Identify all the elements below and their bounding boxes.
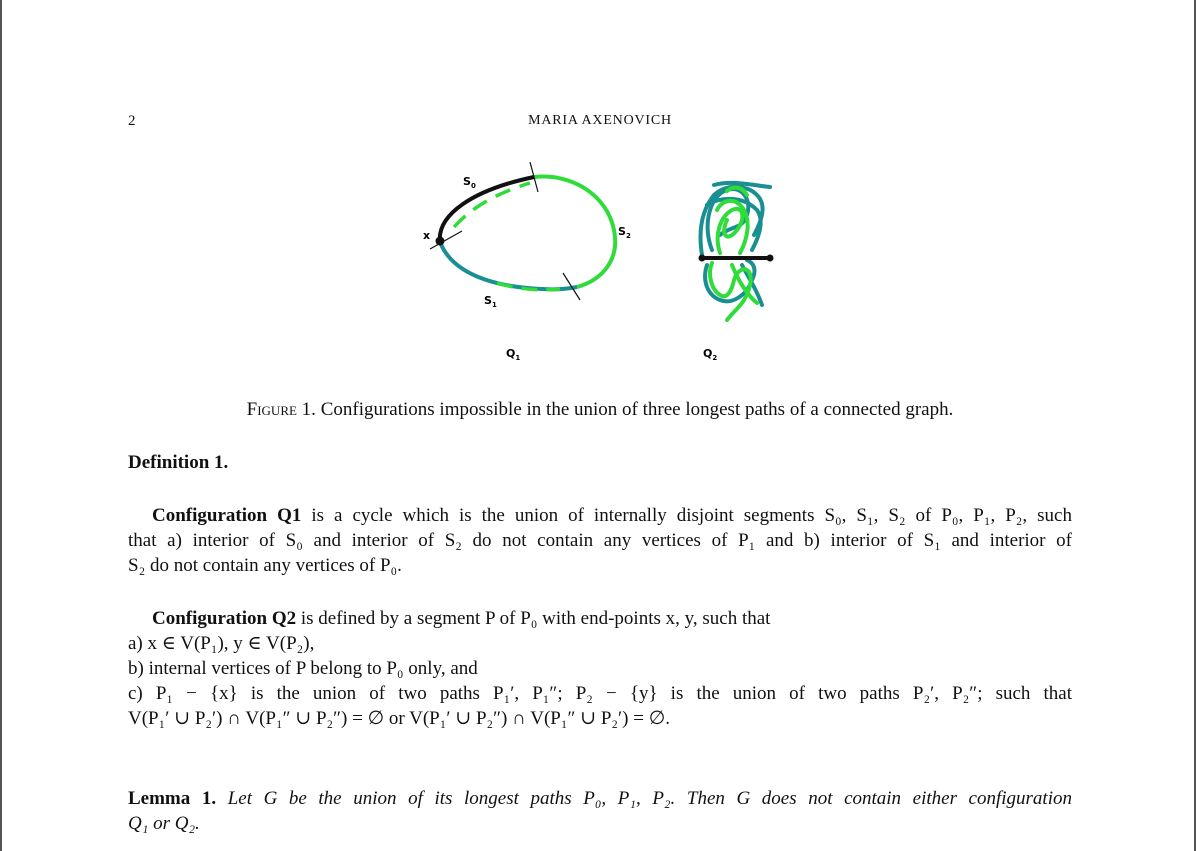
caption-text: Configurations impossible in the union of three longest paths of a connected graph. (320, 399, 954, 420)
definition-title: Definition 1. (128, 452, 229, 473)
q1-line-1: Configuration Q1 is a cycle which is the union of internally disjoint segments S₀, S₁, S₂ of P₀, P₁, P₂, such (152, 505, 1072, 526)
page-number: 2 (128, 113, 136, 129)
label-x: x (423, 229, 431, 242)
lemma-paragraph (128, 786, 1072, 836)
caption-label: Figure 1. (246, 399, 316, 420)
scribble-green-bottom (710, 263, 757, 320)
label-s0: $S_0$ (463, 175, 476, 190)
config-q1-paragraph (128, 503, 1072, 578)
running-head: MARIA AXENOVICH (528, 113, 672, 128)
q2-line-5: V(P₁′ ∪ P₂′) ∩ V(P₁″ ∪ P₂″) = ∅ or V(P₁′ ∪ P₂″) ∩ V(P₁″ ∪ P₂′) = ∅. (128, 708, 671, 729)
figure-1-diagram (402, 155, 822, 370)
vertex-right (767, 255, 774, 262)
lemma-line-1: Lemma 1. Let G be the union of its longest paths P₀, P₁, P₂. Then G does not contain either configuration (128, 788, 1072, 809)
q1-line-2: that a) interior of S₀ and interior of S₂ do not contain any vertices of P₁ and b) interior of S₁ and interior of (128, 530, 1072, 551)
q2-line-4: c) P₁ − {x} is the union of two paths P₁′, P₁″; P₂ − {y} is the union of two paths P₂′, P₂″; such that (128, 683, 1072, 704)
label-s1: $S_1$ (484, 294, 497, 309)
q1-configuration (423, 162, 631, 362)
figure-caption (2, 399, 1196, 421)
label-q2: $Q_2$ (703, 347, 718, 362)
vertex-left (699, 255, 706, 262)
q2-configuration (699, 183, 774, 362)
scribble-teal-top (701, 183, 771, 255)
q2-line-2: a) x ∈ V(P₁), y ∈ V(P₂), (128, 633, 315, 654)
segment-s2-green (534, 177, 615, 287)
vertex-x (436, 237, 445, 246)
label-s2: $S_2$ (618, 225, 631, 240)
label-q1: $Q_1$ (506, 347, 521, 362)
config-q2-paragraph (128, 606, 1072, 731)
q1-line-3: S₂ do not contain any vertices of P₀. (128, 555, 402, 576)
q2-line-1: Configuration Q2 is defined by a segment P of P₀ with end-points x, y, such that (152, 608, 771, 629)
segment-s1-teal (440, 242, 577, 289)
tick-x (430, 231, 462, 249)
q2-line-3: b) internal vertices of P belong to P₀ only, and (128, 658, 478, 679)
lemma-line-2: Q₁ or Q₂. (128, 813, 200, 834)
